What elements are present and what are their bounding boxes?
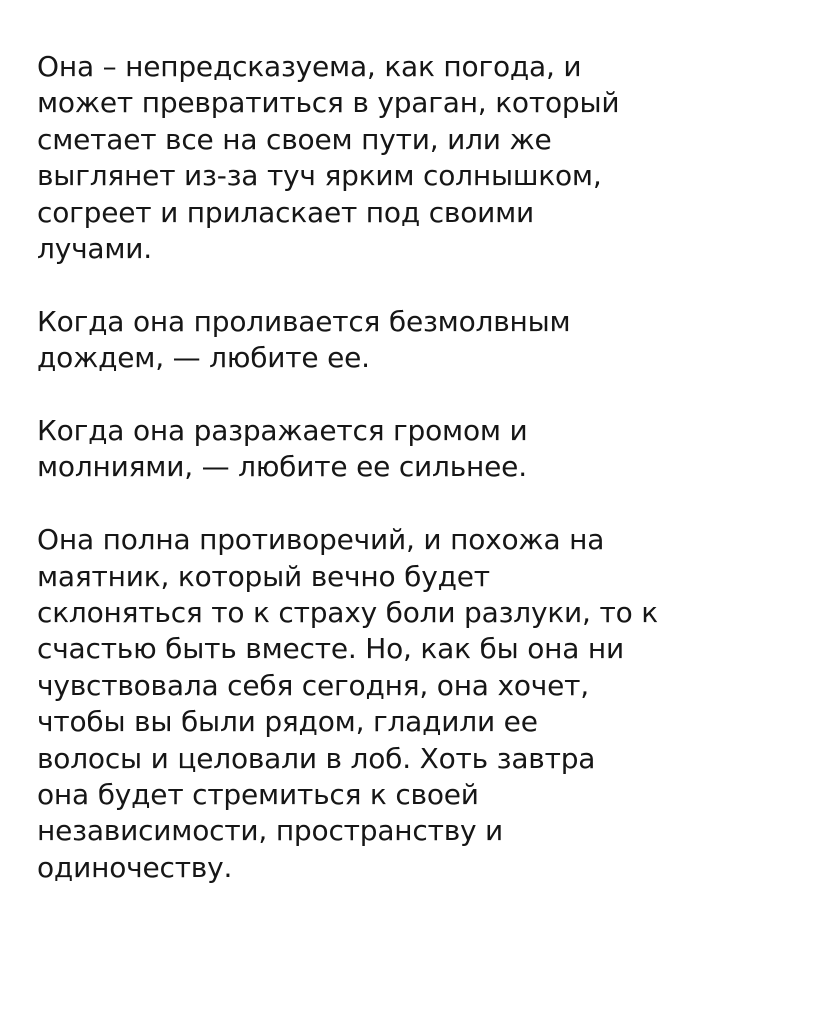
text-line: счастью быть вместе. Но, как бы она ни	[37, 632, 624, 666]
text-line: независимости, пространству и	[37, 814, 504, 848]
text-line: согреет и приласкает под своими	[37, 195, 535, 229]
text-line: может превратиться в ураган, который	[37, 86, 620, 120]
text-block	[37, 49, 817, 923]
text-line: Она – непредсказуема, как погода, и	[37, 50, 582, 83]
text-line: Когда она разражается громом и	[37, 414, 528, 448]
text-line: одиночеству.	[37, 850, 233, 884]
text-line: чтобы вы были рядом, гладили ее	[37, 705, 538, 739]
text-line: Когда она проливается безмолвным	[37, 304, 571, 338]
text-line: молниями, — любите ее сильнее.	[37, 450, 527, 484]
paragraph-3	[37, 413, 817, 486]
text-line: лучами.	[37, 232, 152, 266]
paragraph-2	[37, 304, 817, 377]
paragraph-1	[37, 49, 817, 267]
text-line: чувствовала себя сегодня, она хочет,	[37, 668, 589, 702]
text-line: сметает все на своем пути, или же	[37, 122, 552, 156]
text-line: маятник, который вечно будет	[37, 559, 490, 593]
text-line: волосы и целовали в лоб. Хоть завтра	[37, 741, 596, 775]
text-line: дождем, — любите ее.	[37, 341, 370, 375]
text-line: Она полна противоречий, и похожа на	[37, 523, 605, 557]
text-line: выглянет из-за туч ярким солнышком,	[37, 159, 602, 193]
paragraph-4	[37, 522, 817, 886]
text-line: она будет стремиться к своей	[37, 778, 479, 812]
text-line: склоняться то к страху боли разлуки, то к	[37, 596, 658, 630]
